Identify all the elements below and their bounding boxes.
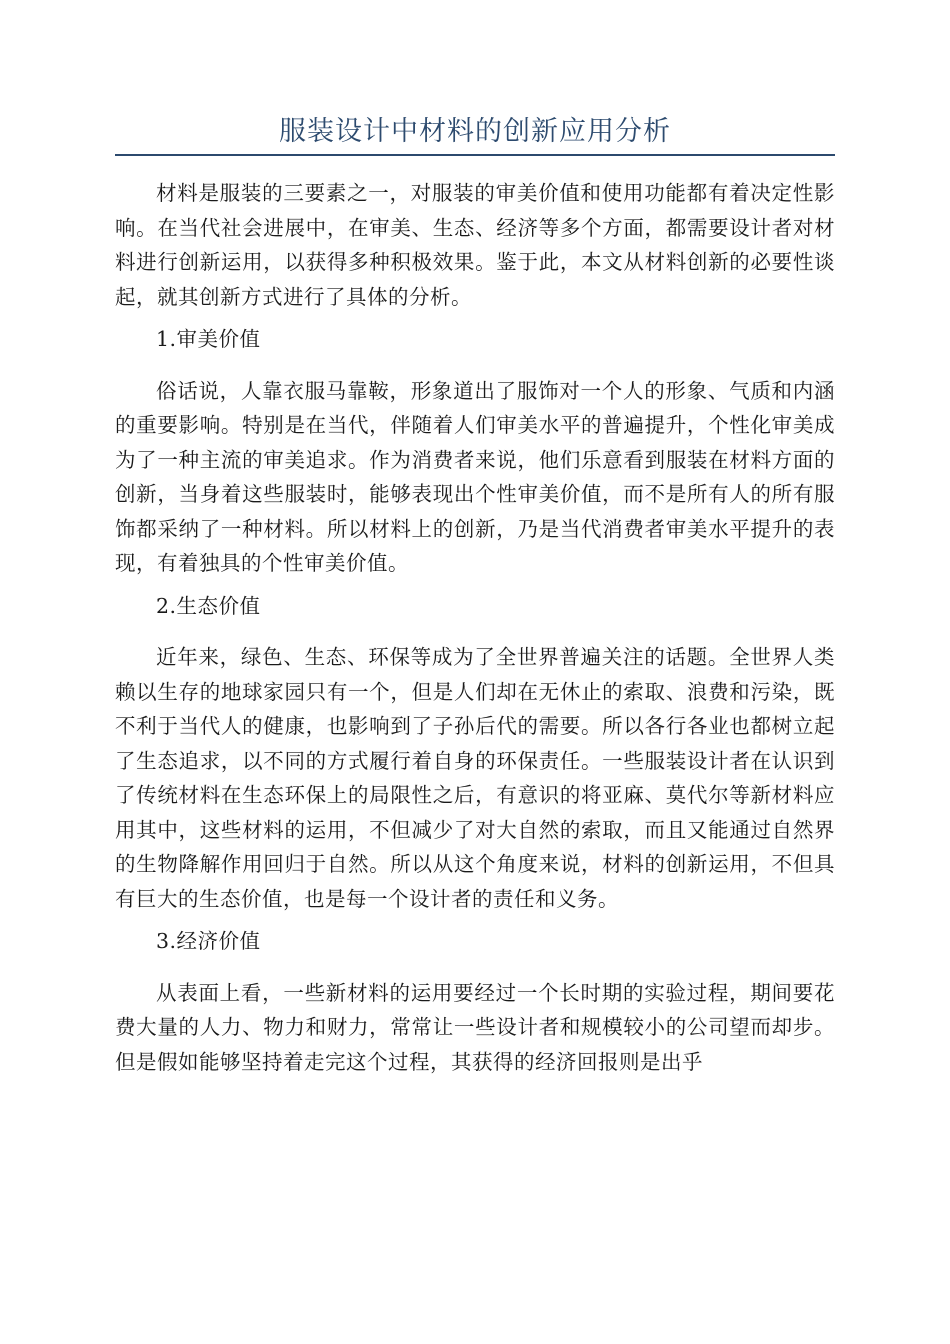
section-body-ecological: 近年来，绿色、生态、环保等成为了全世界普遍关注的话题。全世界人类赖以生存的地球家园只有一个，但是人们却在无休止的索取、浪费和污染，既不利于当代人的健康，也影响到了子孙后代的需要。所以各行各业也都树立起了生态追求，以不同的方式履行着自身的环保责任。一些服装设计者在认识到了传统材料在生态环保上的局限性之后，有意识的将亚麻、莫代尔等新材料应用其中，这些材料的运用，不但减少了对大自然的索取，而且又能通过自然界的生物降解作用回归于自然。所以从这个角度来说，材料的创新运用，不但具有巨大的生态价值，也是每一个设计者的责任和义务。 <box>115 645 835 911</box>
section-body-aesthetic: 俗话说，人靠衣服马靠鞍，形象道出了服饰对一个人的形象、气质和内涵的重要影响。特别是在当代，伴随着人们审美水平的普遍提升，个性化审美成为了一种主流的审美追求。作为消费者来说，他们乐意看到服装在材料方面的创新，当身着这些服装时，能够表现出个性审美价值，而不是所有人的所有服饰都采纳了一种材料。所以材料上的创新，乃是当代消费者审美水平提升的表现，有着独具的个性审美价值。 <box>115 378 835 575</box>
intro-paragraph: 材料是服装的三要素之一，对服装的审美价值和使用功能都有着决定性影响。在当代社会进展中，在审美、生态、经济等多个方面，都需要设计者对材料进行创新运用，以获得多种积极效果。鉴于此，本文从材料创新的必要性谈起，就其创新方式进行了具体的分析。 <box>115 181 835 309</box>
section-heading-aesthetic: 1.审美价值 <box>156 327 261 351</box>
section-body-economic: 从表面上看，一些新材料的运用要经过一个长时期的实验过程，期间要花费大量的人力、物力和财力，常常让一些设计者和规模较小的公司望而却步。但是假如能够坚持着走完这个过程，其获得的经济回报则是出乎 <box>115 980 835 1074</box>
document-body <box>115 176 835 1087</box>
section-heading-economic: 3.经济价值 <box>156 929 261 953</box>
title-underline <box>115 154 835 156</box>
document-title: 服装设计中材料的创新应用分析 <box>279 116 671 147</box>
section-heading-ecological: 2.生态价值 <box>156 593 261 618</box>
